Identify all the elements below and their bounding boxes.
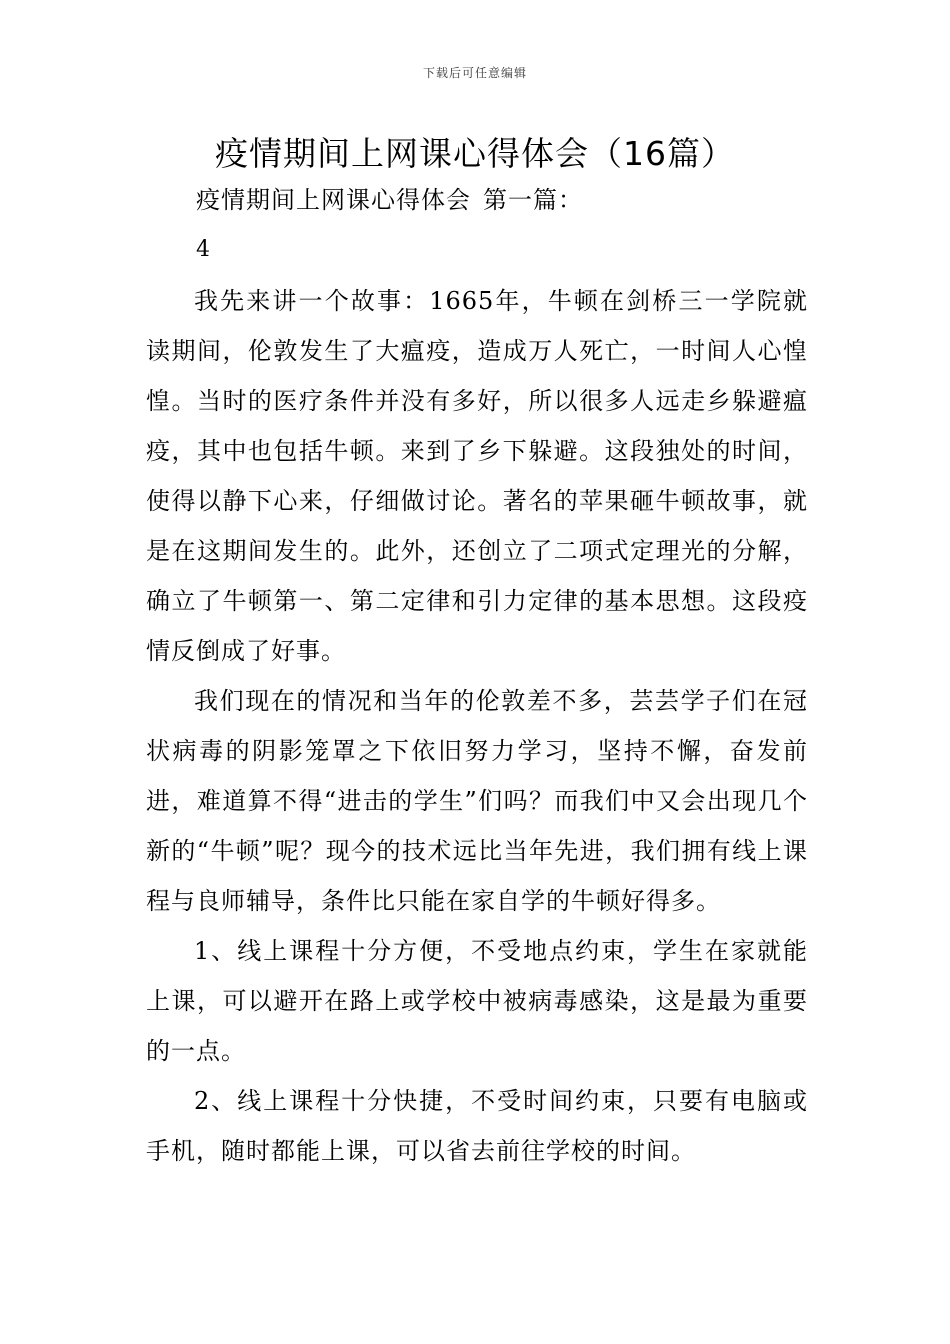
body-text [146, 276, 808, 1176]
paragraph-comparison: 我们现在的情况和当年的伦敦差不多，芸芸学子们在冠状病毒的阴影笼罩之下依旧努力学习，坚持不懈，奋发前进，难道算不得“进击的学生”们吗？而我们中又会出现几个新的“牛顿”呢？现今的技术远比当年先进，我们拥有线上课程与良师辅导，条件比只能在家自学的牛顿好得多。 [146, 687, 808, 915]
document-title: 疫情期间上网课心得体会（16篇） [215, 134, 735, 173]
section-label: 第一篇： [483, 186, 583, 214]
header-note: 下载后可任意编辑 [422, 66, 527, 80]
section-heading-text: 疫情期间上网课心得体会 [196, 186, 471, 214]
paragraph-story: 我先来讲一个故事：1665年，牛顿在剑桥三一学院就读期间，伦敦发生了大瘟疫，造成万人死亡，一时间人心惶惶。当时的医疗条件并没有多好，所以很多人远走乡躲避瘟疫，其中也包括牛顿。来到了乡下躲避。这段独处的时间，使得以静下心来，仔细做讨论。著名的苹果砸牛顿故事，就是在这期间发生的。此外，还创立了二项式定理光的分解，确立了牛顿第一、第二定律和引力定律的基本思想。这段疫情反倒成了好事。 [146, 287, 808, 665]
section-heading [196, 183, 583, 217]
paragraph-point-2: 2、线上课程十分快捷，不受时间约束，只要有电脑或手机，随时都能上课，可以省去前往学校的时间。 [146, 1087, 808, 1165]
paragraph-point-1: 1、线上课程十分方便，不受地点约束，学生在家就能上课，可以避开在路上或学校中被病毒感染，这是最为重要的一点。 [146, 937, 808, 1065]
section-number: 4 [196, 237, 210, 262]
